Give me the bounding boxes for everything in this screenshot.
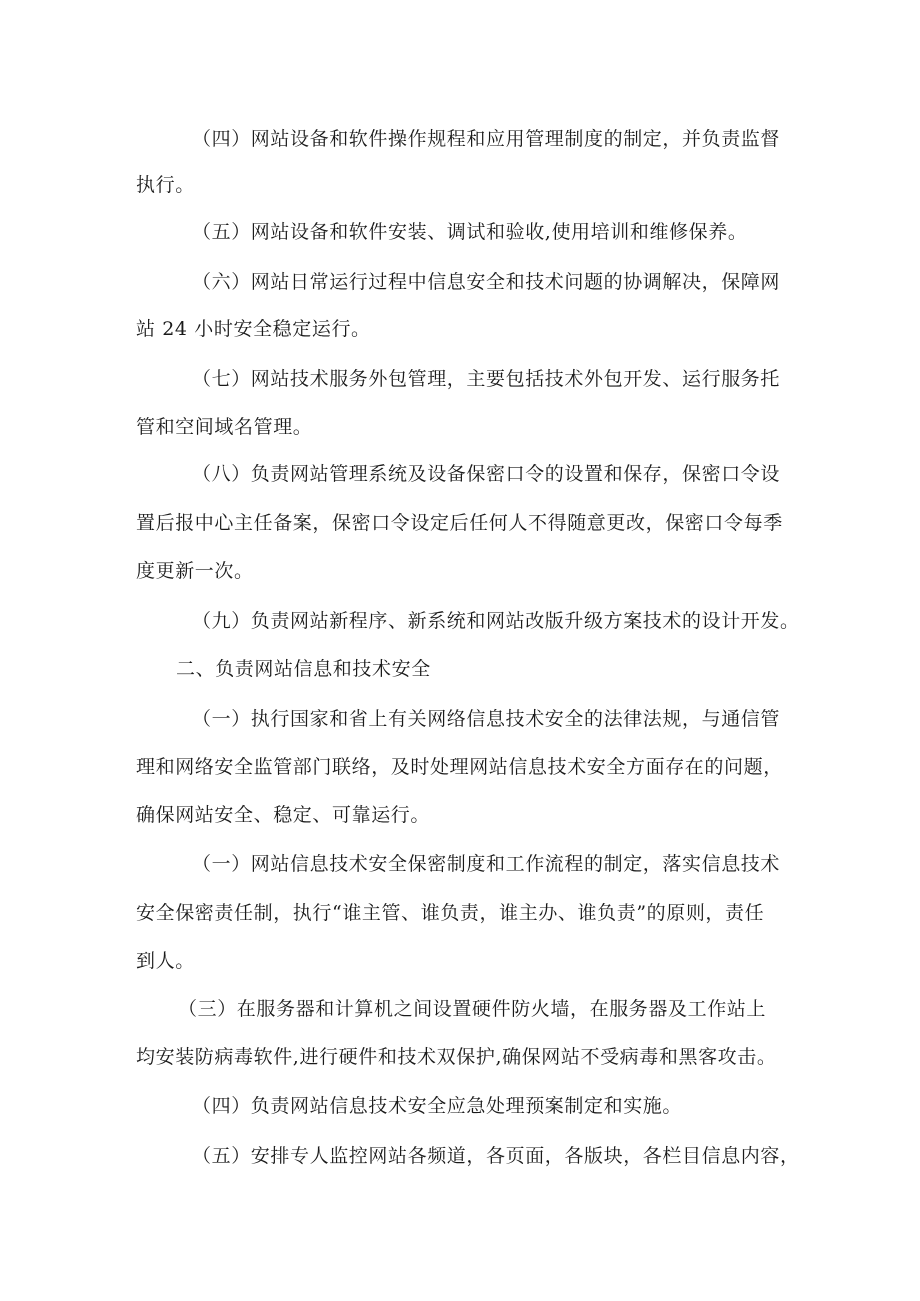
- paragraph-line: （一）执行国家和省上有关网络信息技术安全的法律法规，与通信管: [192, 708, 781, 730]
- paragraph-line: （七）网站技术服务外包管理，主要包括技术外包开发、运行服务托: [192, 368, 781, 390]
- paragraph-line: 确保网站安全、稳定、可靠运行。: [136, 804, 431, 826]
- paragraph-line: 执行。: [136, 174, 195, 196]
- paragraph-line: 置后报中心主任备案，保密口令设定后任何人不得随意更改，保密口令每季: [136, 512, 783, 534]
- paragraph-line: 站 24 小时安全稳定运行。: [136, 318, 371, 340]
- paragraph-line: 到人。: [136, 950, 195, 972]
- paragraph-line: （三）在服务器和计算机之间设置硬件防火墙，在服务器及工作站上: [178, 998, 767, 1020]
- paragraph-line: （九）负责网站新程序、新系统和网站改版升级方案技术的设计开发。: [192, 610, 800, 632]
- paragraph-line: （四）网站设备和软件操作规程和应用管理制度的制定，并负责监督: [192, 128, 781, 150]
- paragraph-line: 度更新一次。: [136, 560, 254, 582]
- paragraph-line: （八）负责网站管理系统及设备保密口令的设置和保存，保密口令设: [192, 463, 781, 485]
- paragraph-line: 管和空间域名管理。: [136, 416, 313, 438]
- paragraph-line: （四）负责网站信息技术安全应急处理预案制定和实施。: [192, 1095, 683, 1117]
- paragraph-line: （六）网站日常运行过程中信息安全和技术问题的协调解决，保障网: [192, 271, 781, 293]
- paragraph-line: （五）网站设备和软件安装、调试和验收,使用培训和维修保养。: [192, 221, 748, 243]
- paragraph-line: （五）安排专人监控网站各频道，各页面，各版块，各栏目信息内容，: [192, 1145, 800, 1167]
- paragraph-line: （一）网站信息技术安全保密制度和工作流程的制定，落实信息技术: [192, 853, 781, 875]
- paragraph-line: 均安装防病毒软件,进行硬件和技术双保护,确保网站不受病毒和黑客攻击。: [136, 1046, 777, 1068]
- section-heading-line: 二、负责网站信息和技术安全: [176, 658, 431, 680]
- paragraph-line: 安全保密责任制，执行“谁主管、谁负责，谁主办、谁负责”的原则，责任: [136, 902, 765, 924]
- paragraph-line: 理和网络安全监管部门联络，及时处理网站信息技术安全方面存在的问题，: [136, 756, 783, 778]
